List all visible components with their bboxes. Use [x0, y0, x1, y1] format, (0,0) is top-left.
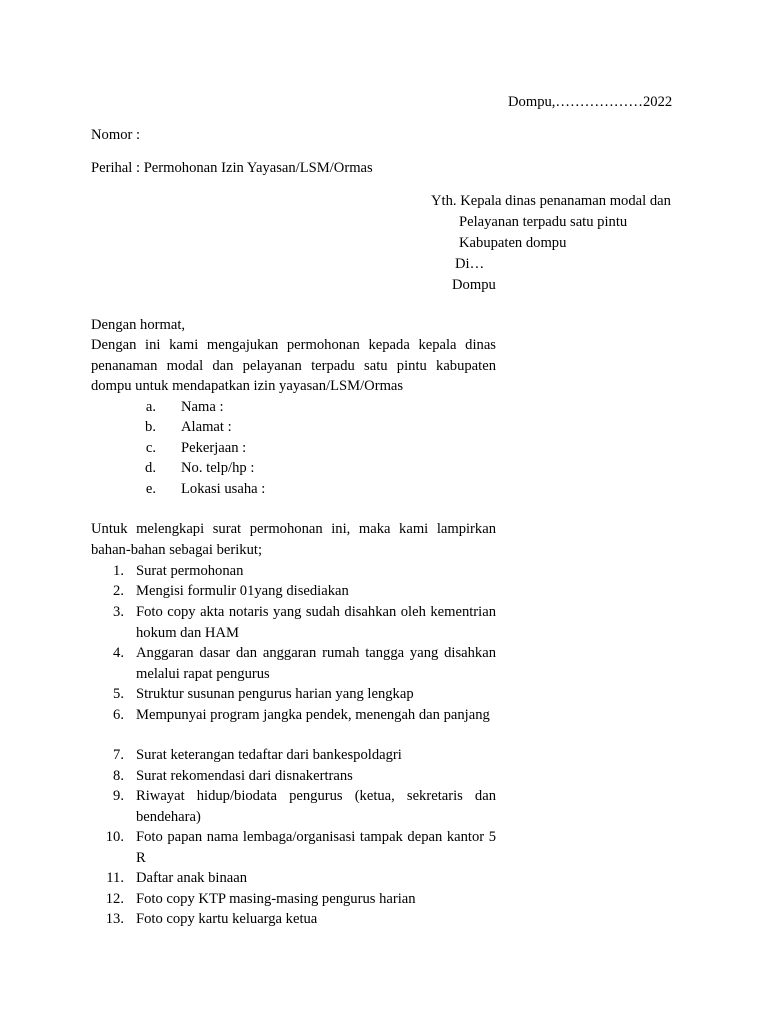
field-label-pekerjaan: Pekerjaan :	[181, 440, 247, 456]
list-item: Anggaran dasar dan anggaran rumah tangga yang disahkan melalui rapat pengurus	[136, 645, 496, 682]
field-label-telp: No. telp/hp :	[181, 460, 255, 476]
list-marker: a.	[145, 399, 156, 415]
list-marker: d.	[145, 460, 156, 476]
list-item: Struktur susunan pengurus harian yang lengkap	[136, 686, 414, 702]
letter-date: Dompu,………………2022	[508, 94, 673, 110]
list-marker: 6.	[113, 707, 124, 723]
list-item: Surat keterangan tedaftar dari bankespoldagri	[136, 747, 402, 763]
recipient-line: Yth. Kepala dinas penanaman modal dan	[431, 193, 671, 209]
list-marker: 11.	[106, 870, 124, 886]
list-marker: 1.	[113, 563, 124, 579]
list-marker: 12.	[105, 891, 124, 907]
list-marker: 5.	[113, 686, 124, 702]
list-marker: 9.	[113, 788, 124, 804]
recipient-line: Pelayanan terpadu satu pintu	[459, 214, 628, 230]
salutation: Dengan hormat,	[91, 317, 186, 333]
letter-number: Nomor :	[91, 127, 141, 143]
list-item: Surat permohonan	[136, 563, 244, 579]
list-marker: e.	[145, 481, 156, 497]
list-item: Foto copy akta notaris yang sudah disahkan oleh kementrian hokum dan HAM	[136, 604, 496, 641]
list-marker: 10.	[105, 829, 124, 845]
list-item: Mengisi formulir 01yang disediakan	[136, 583, 349, 599]
field-label-nama: Nama :	[181, 399, 224, 415]
list-marker: 13.	[105, 911, 124, 927]
list-marker: 3.	[113, 604, 124, 620]
list-item: Foto papan nama lembaga/organisasi tampak depan kantor 5 R	[136, 829, 496, 866]
list-marker: 8.	[113, 768, 124, 784]
list-item: Riwayat hidup/biodata pengurus (ketua, sekretaris dan bendehara)	[136, 788, 496, 825]
list-item: Foto copy kartu keluarga ketua	[136, 911, 318, 927]
list-marker: b.	[145, 419, 156, 435]
list-item: Mempunyai program jangka pendek, menengah dan panjang	[136, 707, 490, 723]
list-marker: 2.	[113, 583, 124, 599]
field-label-lokasi: Lokasi usaha :	[181, 481, 266, 497]
recipient-line: Dompu	[452, 277, 496, 293]
attachments-intro: Untuk melengkapi surat permohonan ini, maka kami lampirkan bahan-bahan sebagai berikut;	[91, 521, 496, 558]
list-item: Foto copy KTP masing-masing pengurus harian	[136, 891, 416, 907]
list-item: Daftar anak binaan	[136, 870, 248, 886]
list-marker: 7.	[113, 747, 124, 763]
recipient-line: Di…	[455, 256, 485, 272]
list-marker: c.	[145, 440, 156, 456]
list-marker: 4.	[113, 645, 124, 661]
intro-paragraph: Dengan ini kami mengajukan permohonan kepada kepala dinas penanaman modal dan pelayanan terpadu satu pintu kabupaten dompu untuk mendapatkan izin yayasan/LSM/Ormas	[91, 337, 496, 395]
list-item: Surat rekomendasi dari disnakertrans	[136, 768, 353, 784]
field-label-alamat: Alamat :	[181, 419, 232, 435]
letter-subject: Perihal : Permohonan Izin Yayasan/LSM/Ormas	[91, 160, 373, 176]
recipient-line: Kabupaten dompu	[459, 235, 567, 251]
